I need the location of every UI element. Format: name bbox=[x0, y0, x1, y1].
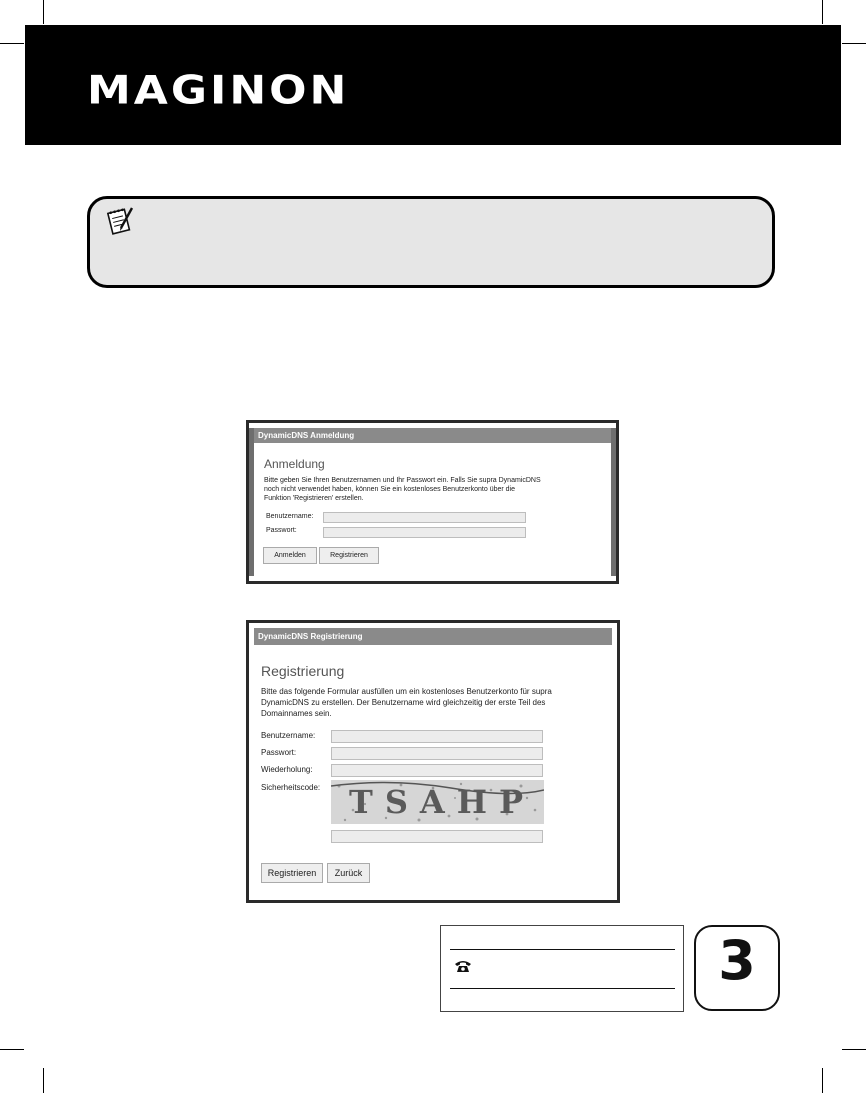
login-button[interactable]: Anmelden bbox=[263, 547, 317, 564]
register-heading: Registrierung bbox=[261, 663, 345, 679]
password-input[interactable] bbox=[331, 747, 543, 760]
username-input[interactable] bbox=[331, 730, 543, 743]
captcha-image bbox=[331, 780, 544, 824]
divider bbox=[450, 988, 675, 989]
login-description-line: noch nicht verwendet haben, können Sie ein kostenloses Benutzerkonto über die bbox=[264, 486, 516, 493]
password-label: Passwort: bbox=[266, 527, 297, 534]
register-description-line: DynamicDNS zu erstellen. Der Benutzername wird gleichzeitig der erste Teil des bbox=[261, 698, 546, 707]
crop-mark bbox=[0, 1049, 24, 1050]
security-code-label: Sicherheitscode: bbox=[261, 783, 321, 792]
repeat-label: Wiederholung: bbox=[261, 765, 313, 774]
telephone-icon bbox=[454, 959, 472, 973]
password-input[interactable] bbox=[323, 527, 526, 538]
window-edge bbox=[611, 428, 616, 576]
security-code-input[interactable] bbox=[331, 830, 543, 843]
login-heading: Anmeldung bbox=[264, 457, 325, 471]
crop-mark bbox=[842, 1049, 866, 1050]
register-description-line: Bitte das folgende Formular ausfüllen um ein kostenloses Benutzerkonto für supra bbox=[261, 687, 552, 696]
password-label: Passwort: bbox=[261, 748, 297, 757]
page-number-box bbox=[694, 925, 780, 1011]
login-description-line: Bitte geben Sie Ihren Benutzernamen und Ihr Passwort ein. Falls Sie supra DynamicDNS bbox=[264, 477, 541, 484]
crop-mark bbox=[0, 43, 24, 44]
username-label: Benutzername: bbox=[266, 513, 314, 520]
captcha-text: TSAHP bbox=[349, 783, 536, 821]
crop-mark bbox=[822, 0, 823, 24]
note-box bbox=[87, 196, 775, 288]
register-button[interactable]: Registrieren bbox=[319, 547, 379, 564]
register-submit-button[interactable]: Registrieren bbox=[261, 863, 323, 883]
window-titlebar: DynamicDNS Anmeldung bbox=[254, 428, 611, 443]
crop-mark bbox=[842, 43, 866, 44]
login-description-line: Funktion 'Registrieren' erstellen. bbox=[264, 495, 364, 502]
crop-mark bbox=[43, 0, 44, 24]
page-number: 3 bbox=[718, 929, 756, 992]
crop-mark bbox=[43, 1068, 44, 1093]
crop-mark bbox=[822, 1068, 823, 1093]
phone-info-box bbox=[440, 925, 684, 1012]
brand-logo: MAGINON bbox=[87, 67, 350, 114]
window-titlebar: DynamicDNS Registrierung bbox=[254, 628, 612, 645]
register-window bbox=[246, 620, 620, 903]
notepad-icon bbox=[104, 206, 134, 236]
username-input[interactable] bbox=[323, 512, 526, 523]
divider bbox=[450, 949, 675, 950]
page-header bbox=[25, 25, 841, 145]
window-edge bbox=[249, 428, 254, 576]
login-window bbox=[246, 420, 619, 584]
repeat-password-input[interactable] bbox=[331, 764, 543, 777]
username-label: Benutzername: bbox=[261, 731, 316, 740]
register-description-line: Domainnames sein. bbox=[261, 709, 332, 718]
back-button[interactable]: Zurück bbox=[327, 863, 370, 883]
